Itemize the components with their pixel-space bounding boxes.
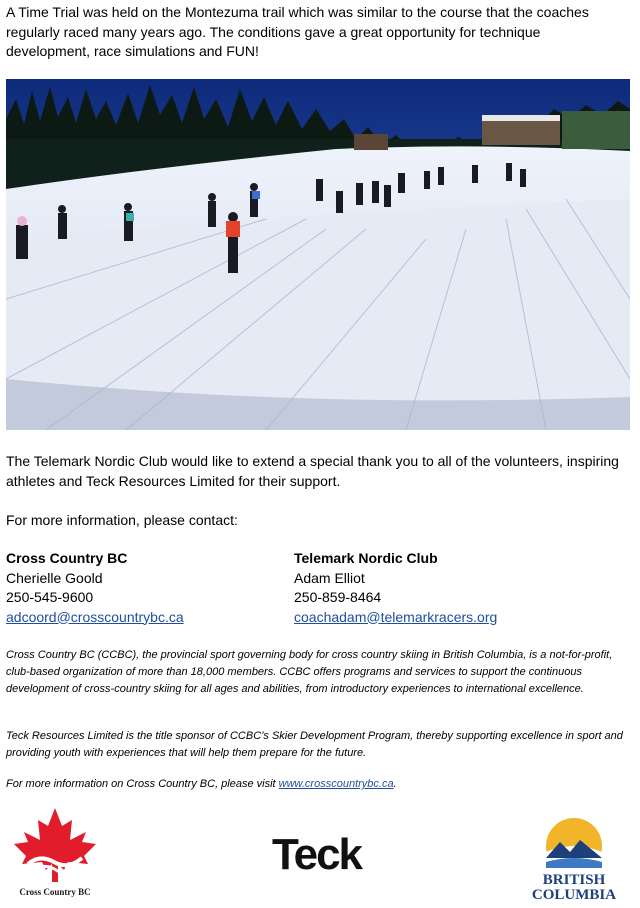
contact-email-link[interactable]: coachadam@telemarkracers.org	[294, 608, 498, 625]
contact-org: Cross Country BC	[6, 550, 128, 566]
ccbc-website-link[interactable]: www.crosscountrybc.ca	[278, 778, 394, 790]
british-columbia-logo	[526, 812, 622, 903]
maple-leaf-icon	[10, 806, 100, 884]
visit-prefix: For more information on Cross Country BC, please visit	[6, 778, 279, 790]
bc-logo-line1: BRITISH	[542, 872, 606, 888]
contact-name: Cherielle Goold	[6, 569, 103, 586]
contact-email-link[interactable]: adcoord@crosscountrybc.ca	[6, 608, 184, 625]
contact-ccbc	[6, 549, 184, 627]
intro-paragraph: A Time Trial was held on the Montezuma trail which was similar to the course that the coaches regularly raced many years ago. The conditions gave a great opportunity for technique development, race simulations and FUN!	[6, 4, 589, 59]
visit-line	[6, 776, 628, 793]
bc-sun-mountains-icon	[526, 812, 622, 868]
ccbc-logo	[10, 806, 100, 898]
contact-phone: 250-859-8464	[294, 589, 382, 605]
bc-logo-line2: COLUMBIA	[531, 887, 617, 903]
teck-logo: Teck	[272, 830, 362, 879]
ski-time-trial-photo	[6, 79, 630, 430]
contact-name: Adam Elliot	[294, 569, 365, 586]
visit-suffix: .	[393, 778, 397, 790]
thanks-paragraph: The Telemark Nordic Club would like to extend a special thank you to all of the volunteers, inspiring athletes and Teck Resources Limited for their support.	[6, 453, 619, 489]
ccbc-logo-text: Cross Country BC	[19, 887, 91, 897]
ccbc-about: Cross Country BC (CCBC), the provincial sport governing body for cross country skiing in British Columbia, is a not-for-profit, club-based organization of more than 18,000 members. CCBC offers programs and services to support the continuous development of cross-country skiing for all ages and abilities, from introductory experiences to international excellence.	[6, 649, 613, 695]
contact-telemark	[294, 549, 497, 627]
teck-about: Teck Resources Limited is the title sponsor of CCBC’s Skier Development Program, thereby supporting excellence in sport and providing youth with experiences that will help them prepare for the future.	[6, 730, 623, 759]
contact-phone: 250-545-9600	[6, 589, 94, 605]
contact-org: Telemark Nordic Club	[294, 550, 438, 566]
contact-intro: For more information, please contact:	[6, 512, 238, 528]
